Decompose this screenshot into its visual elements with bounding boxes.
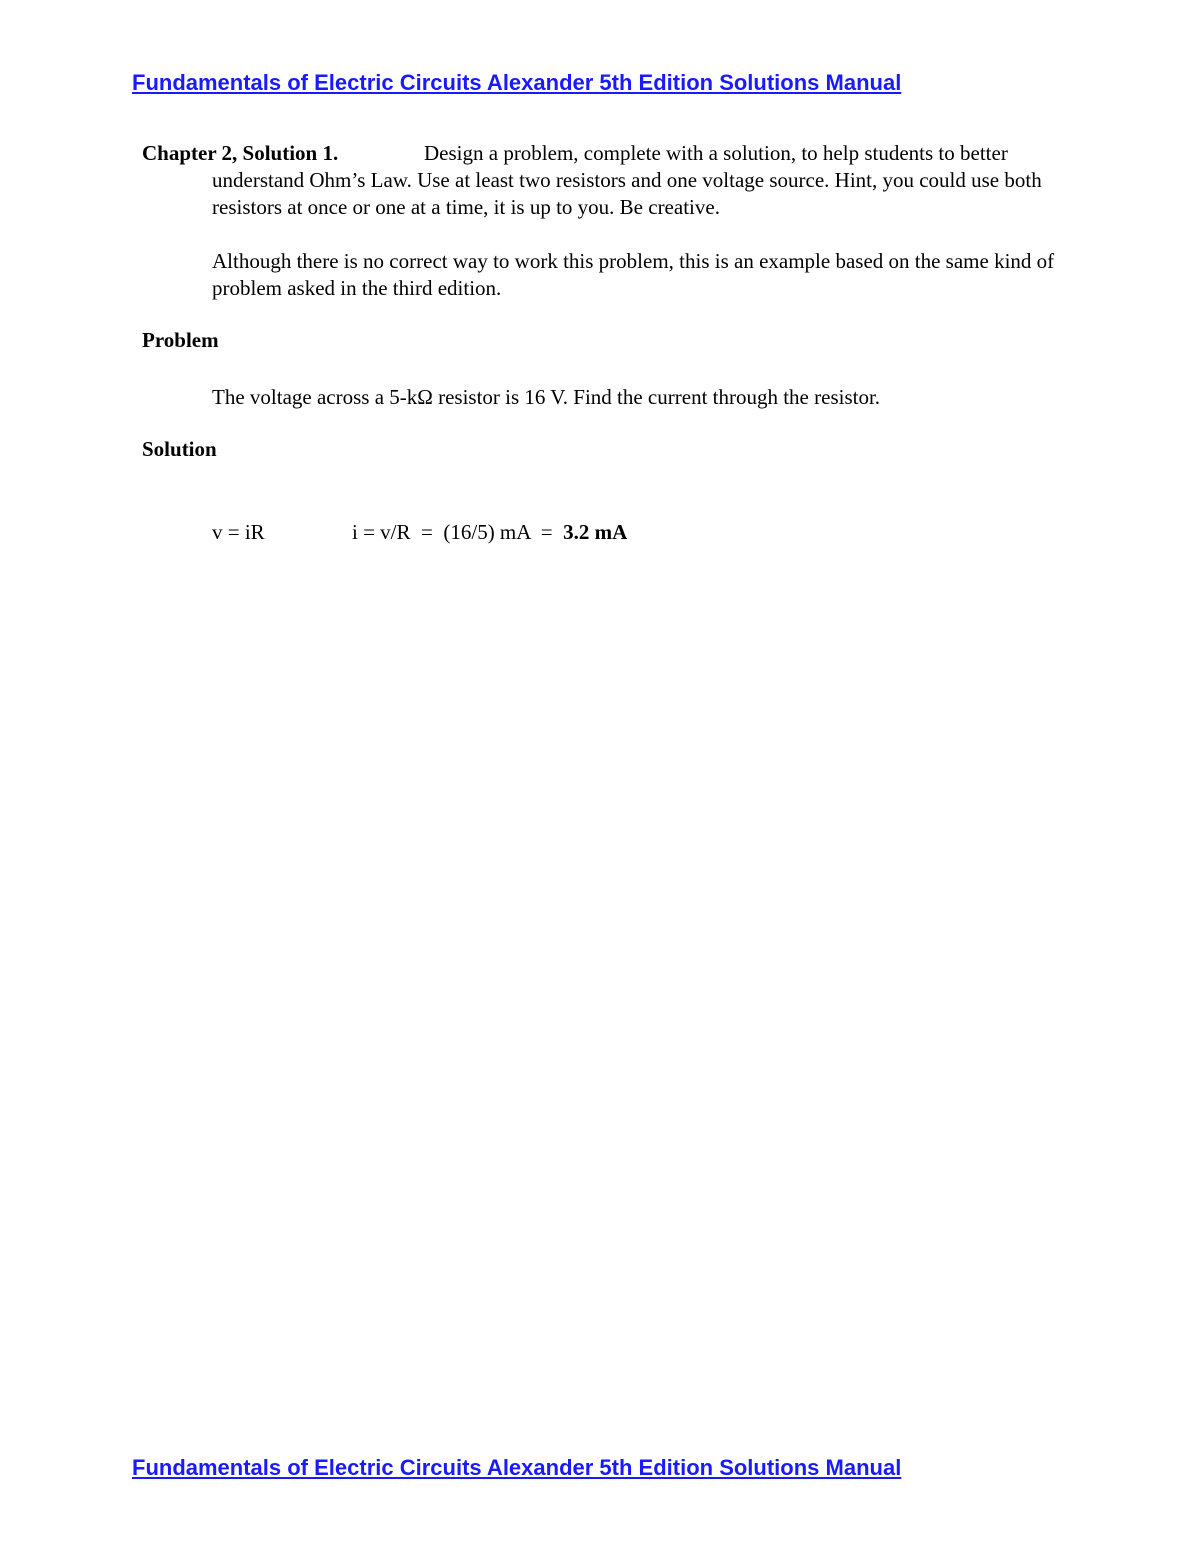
header-link[interactable]: Fundamentals of Electric Circuits Alexander 5th Edition Solutions Manual: [132, 70, 902, 95]
problem-text: The voltage across a 5-kΩ resistor is 16 V. Find the current through the resistor.: [212, 385, 881, 409]
intro-text: Design a problem, complete with a solution, to help students to better understand Ohm’s Law. Use at least two resistors and one voltage source. Hint, you could use both resistors at once or one at a time, it is up to you. Be creative.: [212, 141, 1042, 219]
footer-link[interactable]: Fundamentals of Electric Circuits Alexander 5th Edition Solutions Manual: [132, 1455, 902, 1480]
solution-heading: Solution: [142, 437, 217, 461]
intro-paragraph: [142, 140, 1062, 221]
ohms-law-equation: v = iR: [212, 520, 265, 544]
solution-equation: [212, 519, 1062, 546]
problem-heading: Problem: [142, 328, 219, 352]
chapter-heading: Chapter 2, Solution 1.: [142, 141, 339, 165]
current-equation: i = v/R = (16/5) mA =: [352, 520, 564, 544]
note-paragraph: Although there is no correct way to work this problem, this is an example based on the same kind of problem asked in the third edition.: [212, 249, 1055, 300]
answer-value: 3.2 mA: [563, 520, 628, 544]
document-body: [142, 140, 1062, 546]
